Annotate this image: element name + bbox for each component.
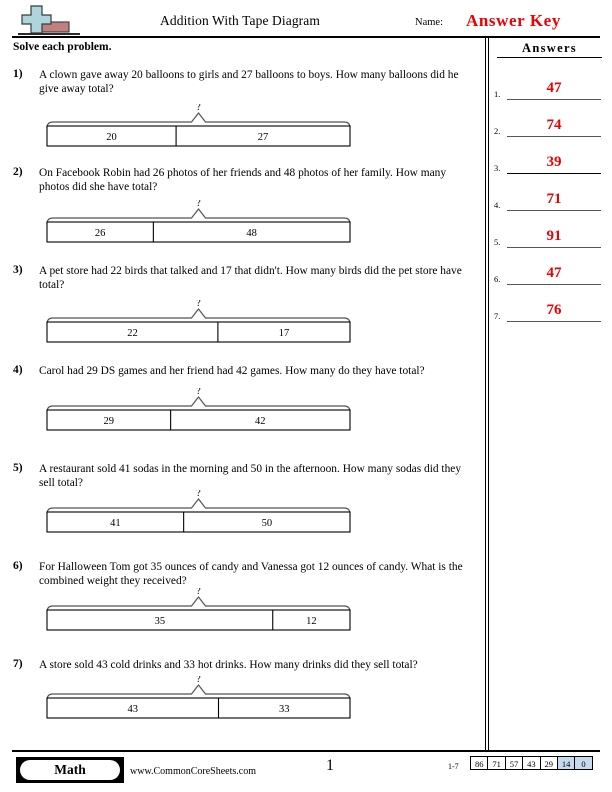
svg-text:35: 35 <box>154 616 166 627</box>
svg-text:17: 17 <box>278 328 290 339</box>
scale-cell: 0 <box>574 756 592 770</box>
svg-text:29: 29 <box>103 416 115 427</box>
site-url: www.CommonCoreSheets.com <box>130 766 257 777</box>
answer-slot-7 <box>494 292 602 322</box>
subject-badge <box>16 757 124 783</box>
answer-write-line[interactable] <box>507 247 601 248</box>
answer-slot-3 <box>494 144 602 174</box>
svg-text:12: 12 <box>306 616 317 627</box>
column-divider-right <box>488 38 489 750</box>
page-title: Addition With Tape Diagram <box>160 13 320 28</box>
tape-diagram-7 <box>35 676 375 720</box>
svg-text:?: ? <box>196 200 201 209</box>
header-divider <box>12 36 600 38</box>
problem-number: 2) <box>13 166 23 178</box>
subject-badge-label: Math <box>54 762 86 777</box>
scale-cell: 43 <box>522 756 540 770</box>
problem-number: 3) <box>13 264 23 276</box>
answer-value: 39 <box>546 154 562 170</box>
answer-value: 47 <box>546 265 562 281</box>
instructions-label: Solve each problem. <box>13 41 112 53</box>
tape-diagram-1 <box>35 104 375 148</box>
svg-text:43: 43 <box>127 704 138 715</box>
tape-diagram-6 <box>35 588 375 632</box>
footer-divider <box>12 750 600 752</box>
answer-index: 7. <box>494 311 501 321</box>
answers-column-heading: Answers <box>497 41 602 58</box>
svg-text:?: ? <box>196 388 201 397</box>
scale-cell: 29 <box>540 756 558 770</box>
answer-index: 1. <box>494 89 501 99</box>
svg-text:33: 33 <box>278 704 290 715</box>
problem-text: A store sold 43 cold drinks and 33 hot drinks. How many drinks did they sell total? <box>39 659 418 671</box>
answer-slot-2 <box>494 107 602 137</box>
answer-index: 6. <box>494 274 501 284</box>
problem-text: For Halloween Tom got 35 ounces of candy and Vanessa got 12 ounces of candy. What is the combined weight they received? <box>39 561 463 588</box>
svg-text:42: 42 <box>255 416 266 427</box>
answer-value: 71 <box>546 191 562 207</box>
problem-number: 6) <box>13 560 23 572</box>
problem-number: 5) <box>13 462 23 474</box>
answer-write-line[interactable] <box>507 210 601 211</box>
problem-text: A restaurant sold 41 sodas in the morning and 50 in the afternoon. How many sodas did they sell total? <box>39 463 462 490</box>
svg-text:48: 48 <box>246 228 257 239</box>
answer-value: 74 <box>546 117 562 133</box>
svg-text:27: 27 <box>257 132 269 143</box>
svg-text:?: ? <box>196 104 201 113</box>
score-scale <box>471 756 593 770</box>
column-divider-left <box>485 38 486 750</box>
scale-cell: 14 <box>557 756 575 770</box>
answer-slot-5 <box>494 218 602 248</box>
svg-text:?: ? <box>196 300 201 309</box>
name-label: Name: <box>415 17 443 28</box>
answer-write-line[interactable] <box>507 321 601 322</box>
answer-value: 47 <box>546 80 562 96</box>
svg-text:26: 26 <box>94 228 106 239</box>
answer-slot-4 <box>494 181 602 211</box>
svg-text:22: 22 <box>127 328 138 339</box>
svg-text:?: ? <box>196 676 201 685</box>
answer-write-line[interactable] <box>507 284 601 285</box>
answer-write-line[interactable] <box>507 136 601 137</box>
tape-diagram-2 <box>35 200 375 244</box>
answer-slot-6 <box>494 255 602 285</box>
answer-value: 76 <box>546 302 562 318</box>
problem-text: On Facebook Robin had 26 photos of her friends and 48 photos of her family. How many photos did she have total? <box>39 167 447 194</box>
scale-cell: 57 <box>505 756 523 770</box>
tape-diagram-3 <box>35 300 375 344</box>
answer-index: 4. <box>494 200 501 210</box>
problem-number: 4) <box>13 364 23 376</box>
answer-index: 5. <box>494 237 501 247</box>
answer-slot-1 <box>494 70 602 100</box>
answer-write-line[interactable] <box>507 173 601 174</box>
svg-text:50: 50 <box>261 518 273 529</box>
scale-cell: 71 <box>487 756 505 770</box>
svg-text:20: 20 <box>106 132 117 143</box>
answer-write-line[interactable] <box>507 99 601 100</box>
tape-diagram-4 <box>35 388 375 432</box>
scale-cell: 86 <box>470 756 488 770</box>
answer-value: 91 <box>546 228 562 244</box>
svg-text:?: ? <box>196 588 201 597</box>
tape-diagram-5 <box>35 490 375 534</box>
svg-text:?: ? <box>196 490 201 499</box>
subject-badge-pill <box>20 760 120 780</box>
page-number: 1 <box>326 757 334 774</box>
scale-range-label: 1-7 <box>448 762 459 771</box>
svg-text:41: 41 <box>110 518 121 529</box>
problem-number: 7) <box>13 658 23 670</box>
page-header <box>0 0 612 38</box>
problem-number: 1) <box>13 68 23 80</box>
answer-index: 3. <box>494 163 501 173</box>
answer-key-stamp: Answer Key <box>466 11 561 30</box>
problem-text: Carol had 29 DS games and her friend had 42 games. How many do they have total? <box>39 365 425 377</box>
answer-index: 2. <box>494 126 501 136</box>
problem-text: A clown gave away 20 balloons to girls and 27 balloons to boys. How many balloons did he give away total? <box>39 69 459 96</box>
problem-text: A pet store had 22 birds that talked and 17 that didn't. How many birds did the pet store have total? <box>39 265 462 292</box>
